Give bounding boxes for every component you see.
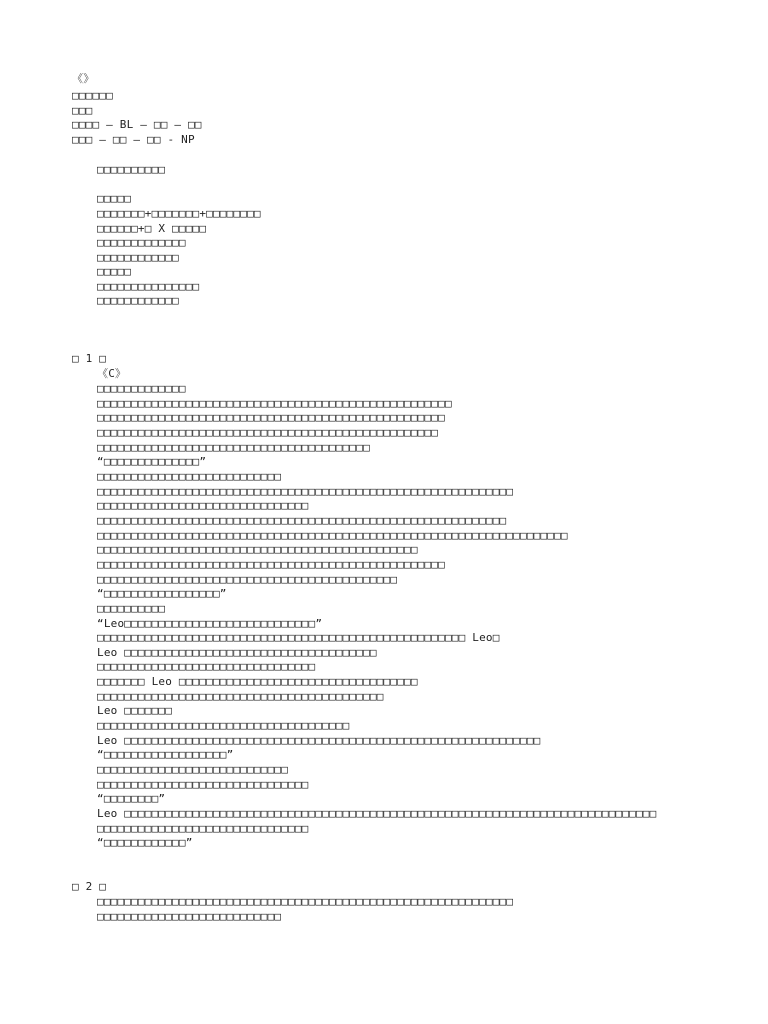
chapter-1-line: □□□□□□□□□□□□□□□□□□□□□□□□□□□□□□□□□□□□□□□□□□ <box>97 690 384 703</box>
chapter-1-line: Leo □□□□□□□□□□□□□□□□□□□□□□□□□□□□□□□□□□□□□ <box>97 646 377 659</box>
chapter-1-line: □□□□□□□□□□□□□□□□□□□□□□□□□□□□□□□□□□□□□□□□□□□□□□□□□□□ <box>97 411 445 424</box>
chapter-1-line: □□□□□□□□□□□□□□□□□□□□□□□□□□□ <box>97 470 282 483</box>
chapter-1-line: “□□□□□□□□□□□□□□□□□□” <box>97 748 234 761</box>
chapter-1-line: 《C》 <box>97 367 127 380</box>
chapter-2-line: □□□□□□□□□□□□□□□□□□□□□□□□□□□ <box>97 910 282 923</box>
chapter-1-line: □□□□□□□□□□□□□□□□□□□□□□□□□□□□□□□□□□□□□□□□□□□□□□□□□□ <box>97 426 439 439</box>
chapter-1-line: □□□□□□□□□□□□□□□□□□□□□□□□□□□□□□□□□□□□□□□□□□□□□□□ <box>97 543 418 556</box>
intro-line: □□□□□ <box>97 265 132 278</box>
chapter-1-line: □□□□□□□□□□□□□□□□□□□□□□□□□□□□□□□ <box>97 499 309 512</box>
chapter-1-line: □□□□□□□□□□□□□□□□□□□□□□□□□□□□□□□□□□□□□□□□□□□□□□□□□□□□ <box>97 397 452 410</box>
intro-heading: □□□□□□□□□□ <box>97 163 166 176</box>
chapter-2-line: □□□□□□□□□□□□□□□□□□□□□□□□□□□□□□□□□□□□□□□□□□□□□□□□□□□□□□□□□□□□□ <box>97 895 514 908</box>
tags-line: □□□□ – BL – □□ – □□ <box>72 118 202 131</box>
chapter-1-line: □□□□□□□□□□□□□□□□□□□□□□□□□□□□□□□□ <box>97 660 316 673</box>
intro-line: □□□□□ <box>97 192 132 205</box>
intro-line: □□□□□□+□ X □□□□□ <box>97 222 207 235</box>
intro-line: □□□□□□□+□□□□□□□+□□□□□□□□ <box>97 207 261 220</box>
chapter-1-line: □□□□□□□□□□□□□□□□□□□□□□□□□□□□□□□□□□□□□ <box>97 719 350 732</box>
chapter-1-line: □□□□□□□□□□□□□□□□□□□□□□□□□□□□□□□□□□□□□□□□□□□□□□□□□□□□□□□□□□□□ <box>97 514 507 527</box>
chapter-1-line: □□□□□□□ Leo □□□□□□□□□□□□□□□□□□□□□□□□□□□□□□□□□□□ <box>97 675 418 688</box>
intro-line: □□□□□□□□□□□□ <box>97 251 179 264</box>
tags-line: □□□ – □□ – □□ - NP <box>72 133 195 146</box>
chapter-1-line: □□□□□□□□□□□□□ <box>97 382 186 395</box>
chapter-1-line: Leo □□□□□□□□□□□□□□□□□□□□□□□□□□□□□□□□□□□□□□□□□□□□□□□□□□□□□□□□□□□□□ <box>97 734 541 747</box>
chapter-1-line: Leo □□□□□□□□□□□□□□□□□□□□□□□□□□□□□□□□□□□□□□□□□□□□□□□□□□□□□□□□□□□□□□□□□□□□□□□□□□□□□□ <box>97 807 657 820</box>
intro-line: □□□□□□□□□□□□ <box>97 294 179 307</box>
header-line: □□□ <box>72 104 93 117</box>
chapter-1-line: Leo □□□□□□□ <box>97 704 173 717</box>
chapter-1-line: □□□□□□□□□□□□□□□□□□□□□□□□□□□□□□□□□□□□□□□□ <box>97 441 370 454</box>
chapter-1-line: □□□□□□□□□□ <box>97 602 166 615</box>
intro-line: □□□□□□□□□□□□□□□ <box>97 280 200 293</box>
chapter-1-line: □□□□□□□□□□□□□□□□□□□□□□□□□□□□□□□□□□□□□□□□□□□□□□□□□□□ <box>97 558 445 571</box>
chapter-1-line: “□□□□□□□□□□□□□□” <box>97 455 207 468</box>
chapter-1-line: □□□□□□□□□□□□□□□□□□□□□□□□□□□□□□□ <box>97 778 309 791</box>
chapter-1-line: “□□□□□□□□□□□□” <box>97 836 193 849</box>
chapter-1-line: “Leo□□□□□□□□□□□□□□□□□□□□□□□□□□□□” <box>97 617 323 630</box>
chapter-1-line: “□□□□□□□□□□□□□□□□□” <box>97 587 227 600</box>
chapter-1-heading: □ 1 □ <box>72 352 107 365</box>
document-title: 《》 <box>72 72 95 85</box>
chapter-1-line: □□□□□□□□□□□□□□□□□□□□□□□□□□□□ <box>97 763 289 776</box>
chapter-1-line: □□□□□□□□□□□□□□□□□□□□□□□□□□□□□□□□□□□□□□□□□□□□□□□□□□□□□□ Leo□ <box>97 631 500 644</box>
chapter-1-line: □□□□□□□□□□□□□□□□□□□□□□□□□□□□□□□□□□□□□□□□□□□□ <box>97 573 398 586</box>
intro-line: □□□□□□□□□□□□□ <box>97 236 186 249</box>
header-line: □□□□□□ <box>72 89 113 102</box>
chapter-1-line: □□□□□□□□□□□□□□□□□□□□□□□□□□□□□□□□□□□□□□□□□□□□□□□□□□□□□□□□□□□□□ <box>97 485 514 498</box>
chapter-2-heading: □ 2 □ <box>72 880 107 893</box>
chapter-1-line: “□□□□□□□□” <box>97 792 166 805</box>
chapter-1-line: □□□□□□□□□□□□□□□□□□□□□□□□□□□□□□□□□□□□□□□□□□□□□□□□□□□□□□□□□□□□□□□□□□□□□ <box>97 529 568 542</box>
chapter-1-line: □□□□□□□□□□□□□□□□□□□□□□□□□□□□□□□ <box>97 822 309 835</box>
